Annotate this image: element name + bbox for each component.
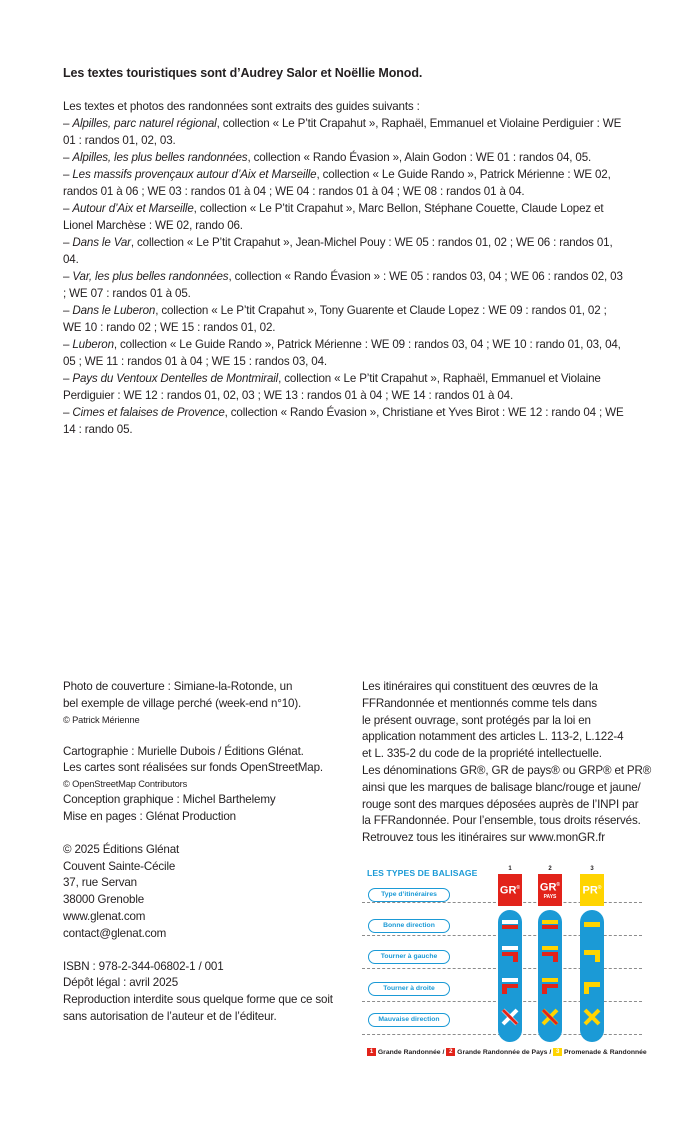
guide-title: Luberon — [72, 338, 114, 351]
cover-photo-credit: Photo de couverture : Simiane-la-Rotonde, un bel exemple de village perché (week-end n°10). © Patrick Mérienne — [63, 679, 348, 728]
guide-title: Alpilles, les plus belles randonnées — [72, 151, 248, 164]
guide-title: Var, les plus belles randonnées — [72, 270, 229, 283]
guide-sources — [63, 98, 628, 438]
cartography: Cartographie : Murielle Dubois / Éditions Glénat. — [63, 744, 304, 758]
droite-white-bar — [502, 978, 518, 982]
source-entry: – Dans le Var, collection « Le P’tit Crapahut », Jean-Michel Pouy : WE 05 : randos 01, 02 ; WE 06 : randos 01, 04. — [63, 236, 613, 266]
balisage-legend: 1 Grande Randonnée / 2 Grande Randonnée de Pays / 3 Promenade & Randonnée — [367, 1048, 647, 1056]
bonne-direction-yellow-bar — [542, 920, 558, 924]
column-number-pr: 3 — [590, 866, 594, 872]
legal-info: ISBN : 978-2-344-06802-1 / 001 Dépôt légal : avril 2025 Reproduction interdite sous quelque forme que ce soit sans autorisation de l’auteur et de l’éditeur. — [63, 959, 348, 1026]
page-layout: Mise en pages : Glénat Production — [63, 809, 236, 823]
gr-badge: GR® — [498, 874, 522, 906]
turn-right-mark — [584, 982, 600, 994]
sources-intro: Les textes et photos des randonnées sont extraits des guides suivants : — [63, 100, 420, 113]
row-label-type: Type d’itinéraires — [368, 888, 450, 902]
turn-left-mark — [584, 950, 600, 962]
gr-marks — [498, 910, 522, 1042]
source-entry: – Cimes et falaises de Provence, collection « Rando Évasion », Christiane et Yves Birot : WE 12 : rando 04 ; WE 14 : rando 05. — [63, 406, 624, 436]
tourist-texts-credit: Les textes touristiques sont d’Audrey Salor et Noëllie Monod. — [63, 66, 423, 80]
gr-column — [498, 910, 522, 1042]
copyright: © 2025 Éditions Glénat — [63, 842, 180, 856]
gauche-white-bar — [502, 946, 518, 950]
pr-badge: PR® — [580, 874, 604, 906]
pr-marks — [580, 910, 604, 1042]
guide-title: Dans le Luberon — [72, 304, 156, 317]
bonne-direction-white-bar — [502, 920, 518, 924]
turn-left-mark — [502, 952, 518, 962]
mongr-link: Retrouvez tous les itinéraires sur www.monGR.fr — [362, 831, 605, 845]
grp-badge: GR® PAYS — [538, 874, 562, 906]
photographer: © Patrick Mérienne — [63, 714, 140, 725]
balisage-title: LES TYPES DE BALISAGE — [367, 868, 478, 878]
guide-title: Alpilles, parc naturel régional — [72, 117, 217, 130]
guide-title: Cimes et falaises de Provence — [72, 406, 225, 419]
source-entry: – Alpilles, les plus belles randonnées, collection « Rando Évasion », Alain Godon : WE 01 : randos 04, 05. — [63, 151, 592, 164]
website-link[interactable]: www.glenat.com — [63, 909, 146, 923]
turn-right-mark — [542, 984, 558, 994]
column-number-grp: 2 — [548, 866, 552, 872]
source-entry: – Pays du Ventoux Dentelles de Montmirail, collection « Le P’tit Crapahut », Raphaël, Emmanuel et Violaine Perdiguier : WE 12 : randos 01, 02, 03 ; WE 13 : randos 01 à 04 ; WE 14 : randos 01 à 04. — [63, 372, 601, 402]
grp-marks — [538, 910, 562, 1042]
row-label-right-way: Bonne direction — [368, 919, 450, 933]
trail-marking-chart — [362, 862, 647, 1062]
wrong-way-cross — [585, 1010, 599, 1024]
turn-right-mark — [502, 984, 518, 994]
source-entry: – Var, les plus belles randonnées, collection « Rando Évasion » : WE 05 : randos 03, 04 ; WE 06 : randos 02, 03 ; WE 07 : randos 01 à 05. — [63, 270, 623, 300]
source-entry: – Alpilles, parc naturel régional, collection « Le P’tit Crapahut », Raphaël, Emmanuel et Violaine Perdiguier : WE 01 : randos 01, 02, 03. — [63, 117, 622, 147]
column-number-gr: 1 — [508, 866, 512, 872]
guide-title: Dans le Var — [72, 236, 131, 249]
isbn: ISBN : 978-2-344-06802-1 / 001 — [63, 959, 224, 973]
guide-title: Les massifs provençaux autour d’Aix et Marseille — [72, 168, 317, 181]
bonne-direction-red-bar — [542, 925, 558, 929]
row-label-turn-left: Tourner à gauche — [368, 950, 450, 964]
pr-column — [580, 910, 604, 1042]
ffrandonnee-notice: Les itinéraires qui constituent des œuvres de la FFRandonnée et mentionnés comme tels dans le présent ouvrage, sont protégés par la loi en application notamment des articles L. 113-2, L.122-4 et L. 335-2 du code de la propriété intellectuelle. Les dénominations GR®, GR de pays® ou GRP® et PR® ainsi que les marques de balisage blanc/rouge et jaune/ rouge sont des marques déposées auprès de l’INPI par la FFRandonnée. Pour l’ensemble, tous droits réservés. Retrouvez tous les itinéraires sur www.monGR.fr — [362, 679, 652, 847]
publication-credits — [63, 679, 348, 1026]
bonne-direction-yellow-bar — [584, 922, 600, 927]
osm-credit: © OpenStreetMap Contributors — [63, 779, 188, 790]
publisher-address: © 2025 Éditions Glénat Couvent Sainte-Cécile 37, rue Servan 38000 Grenoble www.glenat.com contact@glenat.com — [63, 842, 348, 943]
source-entry: – Luberon, collection « Le Guide Rando », Patrick Mérienne : WE 09 : randos 03, 04 ; WE 10 : rando 01, 03, 04, 05 ; WE 11 : randos 01 à 04 ; WE 15 : randos 03, 04. — [63, 338, 621, 368]
production-credits: Cartographie : Murielle Dubois / Éditions Glénat. Les cartes sont réalisées sur fonds OpenStreetMap. © OpenStreetMap Contributors Conception graphique : Michel Barthelemy Mise en pages : Glénat Production — [63, 744, 348, 826]
bonne-direction-red-bar — [502, 925, 518, 929]
guide-title: Pays du Ventoux Dentelles de Montmirail — [72, 372, 279, 385]
grp-column — [538, 910, 562, 1042]
graphic-design: Conception graphique : Michel Barthelemy — [63, 793, 276, 807]
guide-title: Autour d’Aix et Marseille — [72, 202, 194, 215]
row-label-turn-right: Tourner à droite — [368, 982, 450, 996]
row-label-wrong-way: Mauvaise direction — [368, 1013, 450, 1027]
legal-deposit: Dépôt légal : avril 2025 — [63, 976, 178, 990]
email-link[interactable]: contact@glenat.com — [63, 926, 167, 940]
source-entry: – Dans le Luberon, collection « Le P’tit Crapahut », Tony Guarente et Claude Lopez : WE 09 : randos 01, 02 ; WE 10 : rando 02 ; WE 15 : randos 01, 02. — [63, 304, 607, 334]
source-entry: – Les massifs provençaux autour d’Aix et Marseille, collection « Le Guide Rando », Patrick Mérienne : WE 02, randos 01 à 06 ; WE 03 : randos 01 à 04 ; WE 04 : randos 01 à 04 ; WE 08 : randos 01 à 04. — [63, 168, 611, 198]
droite-yellow-bar — [542, 978, 558, 982]
source-entry: – Autour d’Aix et Marseille, collection « Le P’tit Crapahut », Marc Bellon, Stéphane Couette, Claude Lopez et Lionel Marchèse : WE 02, rando 06. — [63, 202, 604, 232]
gauche-yellow-bar — [542, 946, 558, 950]
turn-left-mark — [542, 952, 558, 962]
